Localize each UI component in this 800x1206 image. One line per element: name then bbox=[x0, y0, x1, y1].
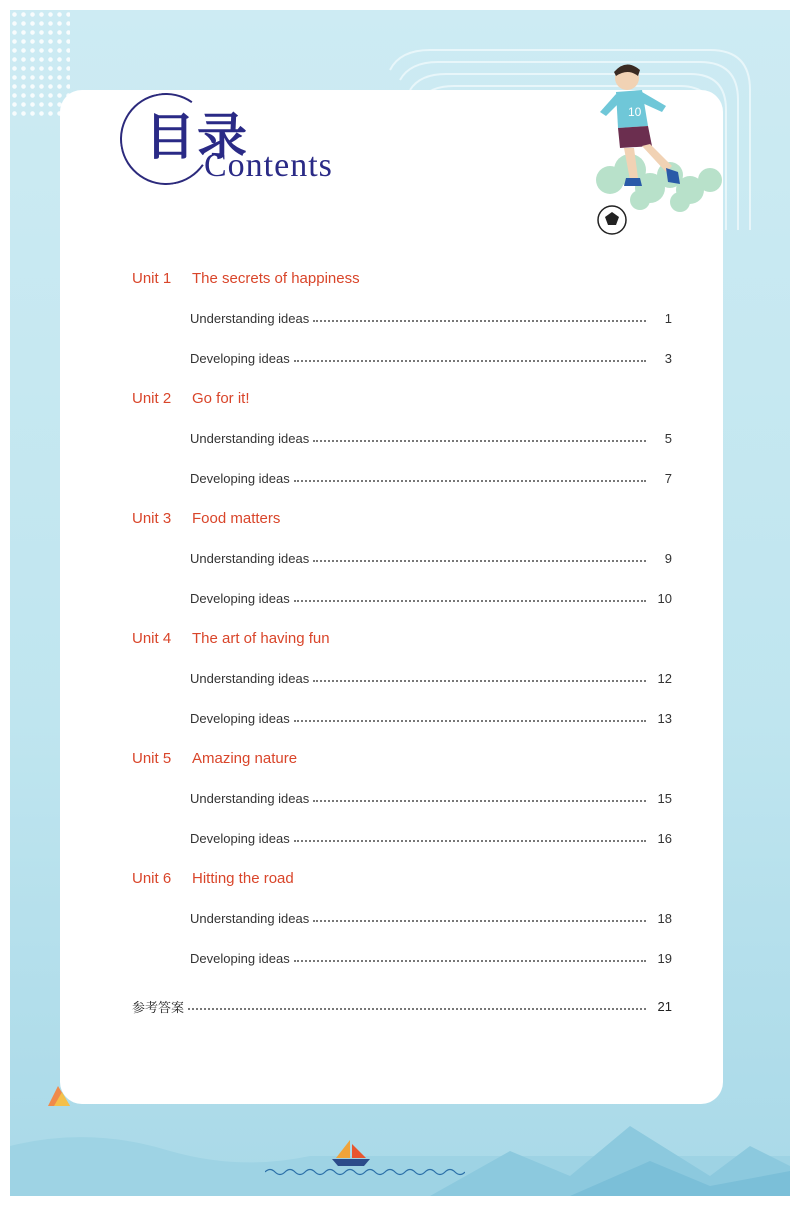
page-number: 15 bbox=[657, 790, 672, 806]
entry-label: Understanding ideas bbox=[190, 670, 310, 686]
toc-entry[interactable] bbox=[132, 938, 672, 978]
sailboat-icon bbox=[330, 1138, 372, 1168]
entry-label: Developing ideas bbox=[190, 710, 290, 726]
toc-entry[interactable] bbox=[132, 778, 672, 818]
svg-text:10: 10 bbox=[628, 105, 642, 119]
page-number: 13 bbox=[657, 710, 672, 726]
toc-entry[interactable] bbox=[132, 898, 672, 938]
toc-entry[interactable] bbox=[132, 658, 672, 698]
entry-label: Understanding ideas bbox=[190, 910, 310, 926]
dot-leader bbox=[313, 680, 646, 682]
toc-entry[interactable] bbox=[132, 818, 672, 858]
toc-entry[interactable] bbox=[132, 458, 672, 498]
dot-leader bbox=[313, 560, 646, 562]
toc-entry[interactable] bbox=[132, 698, 672, 738]
table-of-contents bbox=[132, 258, 672, 1026]
entry-label: Developing ideas bbox=[190, 470, 290, 486]
water-waves bbox=[265, 1167, 465, 1177]
dot-leader bbox=[313, 800, 646, 802]
page-number: 12 bbox=[657, 670, 672, 686]
toc-entry[interactable] bbox=[132, 298, 672, 338]
unit-title: Amazing nature bbox=[192, 749, 298, 767]
unit-heading[interactable] bbox=[132, 258, 672, 298]
page-number: 7 bbox=[664, 470, 672, 486]
dot-leader bbox=[294, 600, 646, 602]
dot-leader bbox=[188, 1008, 646, 1010]
entry-label: Developing ideas bbox=[190, 950, 290, 966]
dot-leader bbox=[294, 720, 646, 722]
toc-entry[interactable] bbox=[132, 578, 672, 618]
unit-title: The secrets of happiness bbox=[192, 269, 360, 287]
flag-icon bbox=[44, 1082, 74, 1112]
dot-leader bbox=[294, 840, 646, 842]
page-number: 19 bbox=[657, 950, 672, 966]
unit-number: Unit 3 bbox=[132, 509, 172, 527]
page-number: 1 bbox=[664, 310, 672, 326]
unit-title: The art of having fun bbox=[192, 629, 330, 647]
page-number: 3 bbox=[664, 350, 672, 366]
title-english: Contents bbox=[204, 147, 333, 184]
unit-title: Hitting the road bbox=[192, 869, 294, 887]
page-number: 21 bbox=[657, 998, 672, 1014]
entry-label: Developing ideas bbox=[190, 350, 290, 366]
dot-leader bbox=[294, 480, 646, 482]
dot-leader bbox=[294, 360, 646, 362]
dot-leader bbox=[313, 920, 646, 922]
page-number: 5 bbox=[664, 430, 672, 446]
dot-leader bbox=[313, 440, 646, 442]
entry-label: Developing ideas bbox=[190, 830, 290, 846]
page-number: 18 bbox=[657, 910, 672, 926]
unit-heading[interactable] bbox=[132, 858, 672, 898]
unit-heading[interactable] bbox=[132, 738, 672, 778]
unit-number: Unit 2 bbox=[132, 389, 172, 407]
entry-label: Understanding ideas bbox=[190, 790, 310, 806]
toc-entry[interactable] bbox=[132, 338, 672, 378]
page-number: 10 bbox=[657, 590, 672, 606]
unit-heading[interactable] bbox=[132, 618, 672, 658]
toc-entry[interactable] bbox=[132, 538, 672, 578]
page-number: 16 bbox=[657, 830, 672, 846]
unit-title: Food matters bbox=[192, 509, 281, 527]
answers-label: 参考答案 bbox=[132, 1000, 185, 1016]
entry-label: Understanding ideas bbox=[190, 430, 310, 446]
page-title bbox=[120, 85, 360, 185]
unit-number: Unit 4 bbox=[132, 629, 172, 647]
dot-leader bbox=[294, 960, 646, 962]
title-chinese: 目录 bbox=[145, 108, 249, 166]
toc-entry[interactable] bbox=[132, 418, 672, 458]
entry-label: Understanding ideas bbox=[190, 310, 310, 326]
entry-label: Understanding ideas bbox=[190, 550, 310, 566]
dot-leader bbox=[313, 320, 646, 322]
answers-entry[interactable] bbox=[132, 986, 672, 1026]
soccer-player-illustration bbox=[570, 60, 740, 240]
unit-number: Unit 6 bbox=[132, 869, 172, 887]
unit-heading[interactable] bbox=[132, 498, 672, 538]
unit-number: Unit 5 bbox=[132, 749, 172, 767]
unit-number: Unit 1 bbox=[132, 269, 172, 287]
entry-label: Developing ideas bbox=[190, 590, 290, 606]
page-number: 9 bbox=[664, 550, 672, 566]
unit-heading[interactable] bbox=[132, 378, 672, 418]
unit-title: Go for it! bbox=[192, 389, 250, 407]
